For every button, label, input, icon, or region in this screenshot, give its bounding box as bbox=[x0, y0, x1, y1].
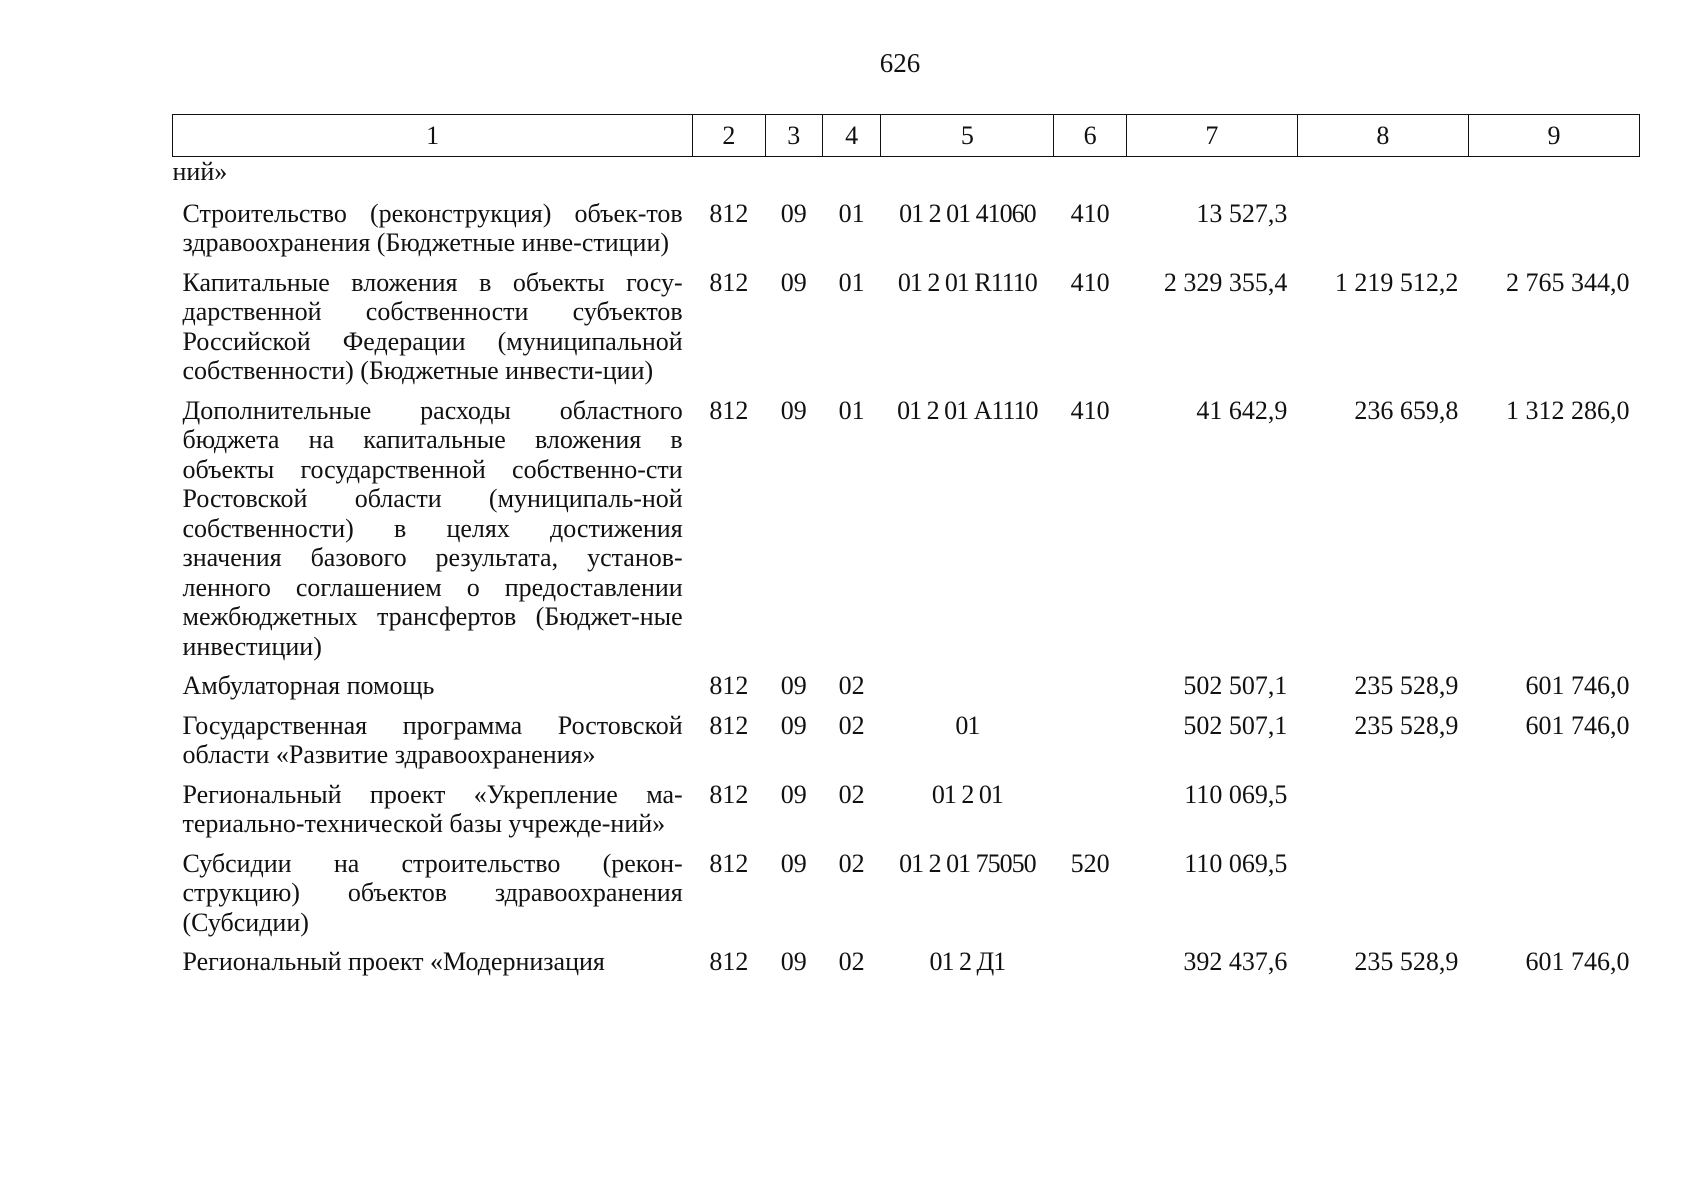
row-amount-year-3 bbox=[1468, 199, 1639, 268]
row-amount-year-3: 1 312 286,0 bbox=[1506, 395, 1630, 425]
row-section-code: 09 bbox=[780, 671, 807, 700]
budget-table bbox=[172, 114, 1640, 987]
row-description: Амбулаторная помощь bbox=[182, 671, 435, 700]
continuation-row bbox=[173, 157, 1640, 199]
row-amount-year-1: 41 642,9 bbox=[1196, 395, 1288, 425]
row-target-article bbox=[881, 671, 1054, 711]
row-section-code: 09 bbox=[780, 395, 807, 425]
budget-table-container bbox=[172, 114, 1640, 987]
header-col-6: 6 bbox=[1054, 115, 1126, 157]
table-row bbox=[173, 849, 1640, 948]
row-description: Региональный проект «Модернизация bbox=[182, 947, 605, 976]
row-section-code: 09 bbox=[780, 710, 807, 740]
row-subsection-code: 01 bbox=[838, 395, 865, 425]
row-ministry-code: 812 bbox=[709, 710, 749, 740]
row-section-code: 09 bbox=[780, 267, 807, 297]
row-amount-year-2: 1 219 512,2 bbox=[1334, 267, 1459, 297]
row-amount-year-1: 110 069,5 bbox=[1184, 848, 1288, 878]
row-amount-year-3 bbox=[1468, 849, 1639, 948]
table-row bbox=[173, 396, 1640, 672]
row-target-article: 01 2 01 R1110 bbox=[897, 267, 1037, 297]
row-target-article: 01 2 01 А1110 bbox=[897, 395, 1038, 425]
row-description: Субсидии на строительство (рекон-струкцию) объектов здравоохранения (Субсидии) bbox=[182, 848, 683, 937]
table-row bbox=[173, 711, 1640, 780]
row-expense-type bbox=[1054, 711, 1126, 780]
row-section-code: 09 bbox=[780, 779, 807, 809]
row-expense-type: 410 bbox=[1070, 198, 1110, 228]
row-target-article: 01 bbox=[955, 710, 980, 740]
header-col-3: 3 bbox=[765, 115, 822, 157]
table-row bbox=[173, 780, 1640, 849]
row-amount-year-2: 235 528,9 bbox=[1354, 947, 1459, 976]
row-description: Государственная программа Ростовской области «Развитие здравоохранения» bbox=[182, 710, 683, 769]
row-ministry-code: 812 bbox=[709, 267, 749, 297]
table-row bbox=[173, 199, 1640, 268]
row-section-code: 09 bbox=[780, 848, 807, 878]
row-ministry-code: 812 bbox=[709, 779, 749, 809]
row-expense-type bbox=[1054, 780, 1126, 849]
row-target-article: 01 2 01 41060 bbox=[899, 198, 1036, 228]
row-ministry-code: 812 bbox=[709, 671, 749, 700]
row-amount-year-2 bbox=[1297, 199, 1468, 268]
row-amount-year-1: 13 527,3 bbox=[1196, 198, 1288, 228]
row-description: Строительство (реконструкция) объек-тов здравоохранения (Бюджетные инве-стиции) bbox=[182, 198, 683, 257]
row-ministry-code: 812 bbox=[709, 848, 749, 878]
row-amount-year-3: 601 746,0 bbox=[1525, 671, 1630, 700]
row-amount-year-1: 2 329 355,4 bbox=[1163, 267, 1288, 297]
row-amount-year-1: 110 069,5 bbox=[1184, 779, 1288, 809]
table-row bbox=[173, 268, 1640, 396]
row-ministry-code: 812 bbox=[709, 198, 749, 228]
row-amount-year-2 bbox=[1297, 849, 1468, 948]
header-col-5: 5 bbox=[881, 115, 1054, 157]
row-expense-type: 410 bbox=[1070, 395, 1110, 425]
row-subsection-code: 02 bbox=[838, 848, 865, 878]
row-description: Капитальные вложения в объекты госу-дарственной собственности субъектов Российской Федерации (муниципальной собственности) (Бюджетные инвести-ции) bbox=[182, 267, 683, 385]
row-amount-year-3: 2 765 344,0 bbox=[1506, 267, 1630, 297]
header-col-9: 9 bbox=[1468, 115, 1639, 157]
row-amount-year-2: 235 528,9 bbox=[1354, 710, 1459, 740]
row-subsection-code: 02 bbox=[838, 671, 865, 700]
header-col-7: 7 bbox=[1126, 115, 1297, 157]
row-expense-type bbox=[1054, 671, 1126, 711]
row-amount-year-3 bbox=[1468, 780, 1639, 849]
table-row bbox=[173, 947, 1640, 987]
row-subsection-code: 01 bbox=[838, 198, 865, 228]
row-amount-year-1: 502 507,1 bbox=[1183, 671, 1288, 700]
row-subsection-code: 01 bbox=[838, 267, 865, 297]
header-col-1: 1 bbox=[173, 115, 693, 157]
row-amount-year-1: 502 507,1 bbox=[1183, 710, 1288, 740]
row-subsection-code: 02 bbox=[838, 779, 865, 809]
table-header bbox=[173, 115, 1640, 157]
row-target-article: 01 2 01 bbox=[931, 779, 1003, 809]
row-subsection-code: 02 bbox=[838, 710, 865, 740]
row-amount-year-3: 601 746,0 bbox=[1525, 947, 1630, 976]
header-col-8: 8 bbox=[1297, 115, 1468, 157]
row-amount-year-2: 235 528,9 bbox=[1354, 671, 1459, 700]
row-expense-type: 410 bbox=[1070, 267, 1110, 297]
row-amount-year-1: 392 437,6 bbox=[1183, 947, 1288, 976]
continuation-text: ний» bbox=[172, 157, 228, 186]
row-expense-type: 520 bbox=[1070, 848, 1110, 878]
row-expense-type bbox=[1054, 947, 1126, 987]
page-number: 626 bbox=[879, 48, 921, 78]
table-body bbox=[173, 157, 1640, 987]
header-col-2: 2 bbox=[693, 115, 765, 157]
row-target-article: 01 2 01 75050 bbox=[899, 848, 1036, 878]
table-row bbox=[173, 671, 1640, 711]
row-ministry-code: 812 bbox=[709, 395, 749, 425]
row-section-code: 09 bbox=[780, 198, 807, 228]
row-ministry-code: 812 bbox=[709, 947, 749, 976]
row-amount-year-2: 236 659,8 bbox=[1354, 395, 1459, 425]
row-target-article: 01 2 Д1 bbox=[929, 947, 1006, 976]
row-amount-year-3: 601 746,0 bbox=[1525, 710, 1630, 740]
header-row bbox=[173, 115, 1640, 157]
row-description: Дополнительные расходы областного бюджета на капитальные вложения в объекты государственной собственно-сти Ростовской области (муниципаль-ной собственности) в целях достижения значения базового результата, установ-ленного соглашением о предоставлении межбюджетных трансфертов (Бюджет-ные инвестиции) bbox=[182, 395, 683, 661]
row-description: Региональный проект «Укрепление ма-териально-технической базы учрежде-ний» bbox=[182, 779, 683, 838]
header-col-4: 4 bbox=[822, 115, 880, 157]
row-amount-year-2 bbox=[1297, 780, 1468, 849]
row-section-code: 09 bbox=[780, 947, 807, 976]
row-subsection-code: 02 bbox=[838, 947, 865, 976]
